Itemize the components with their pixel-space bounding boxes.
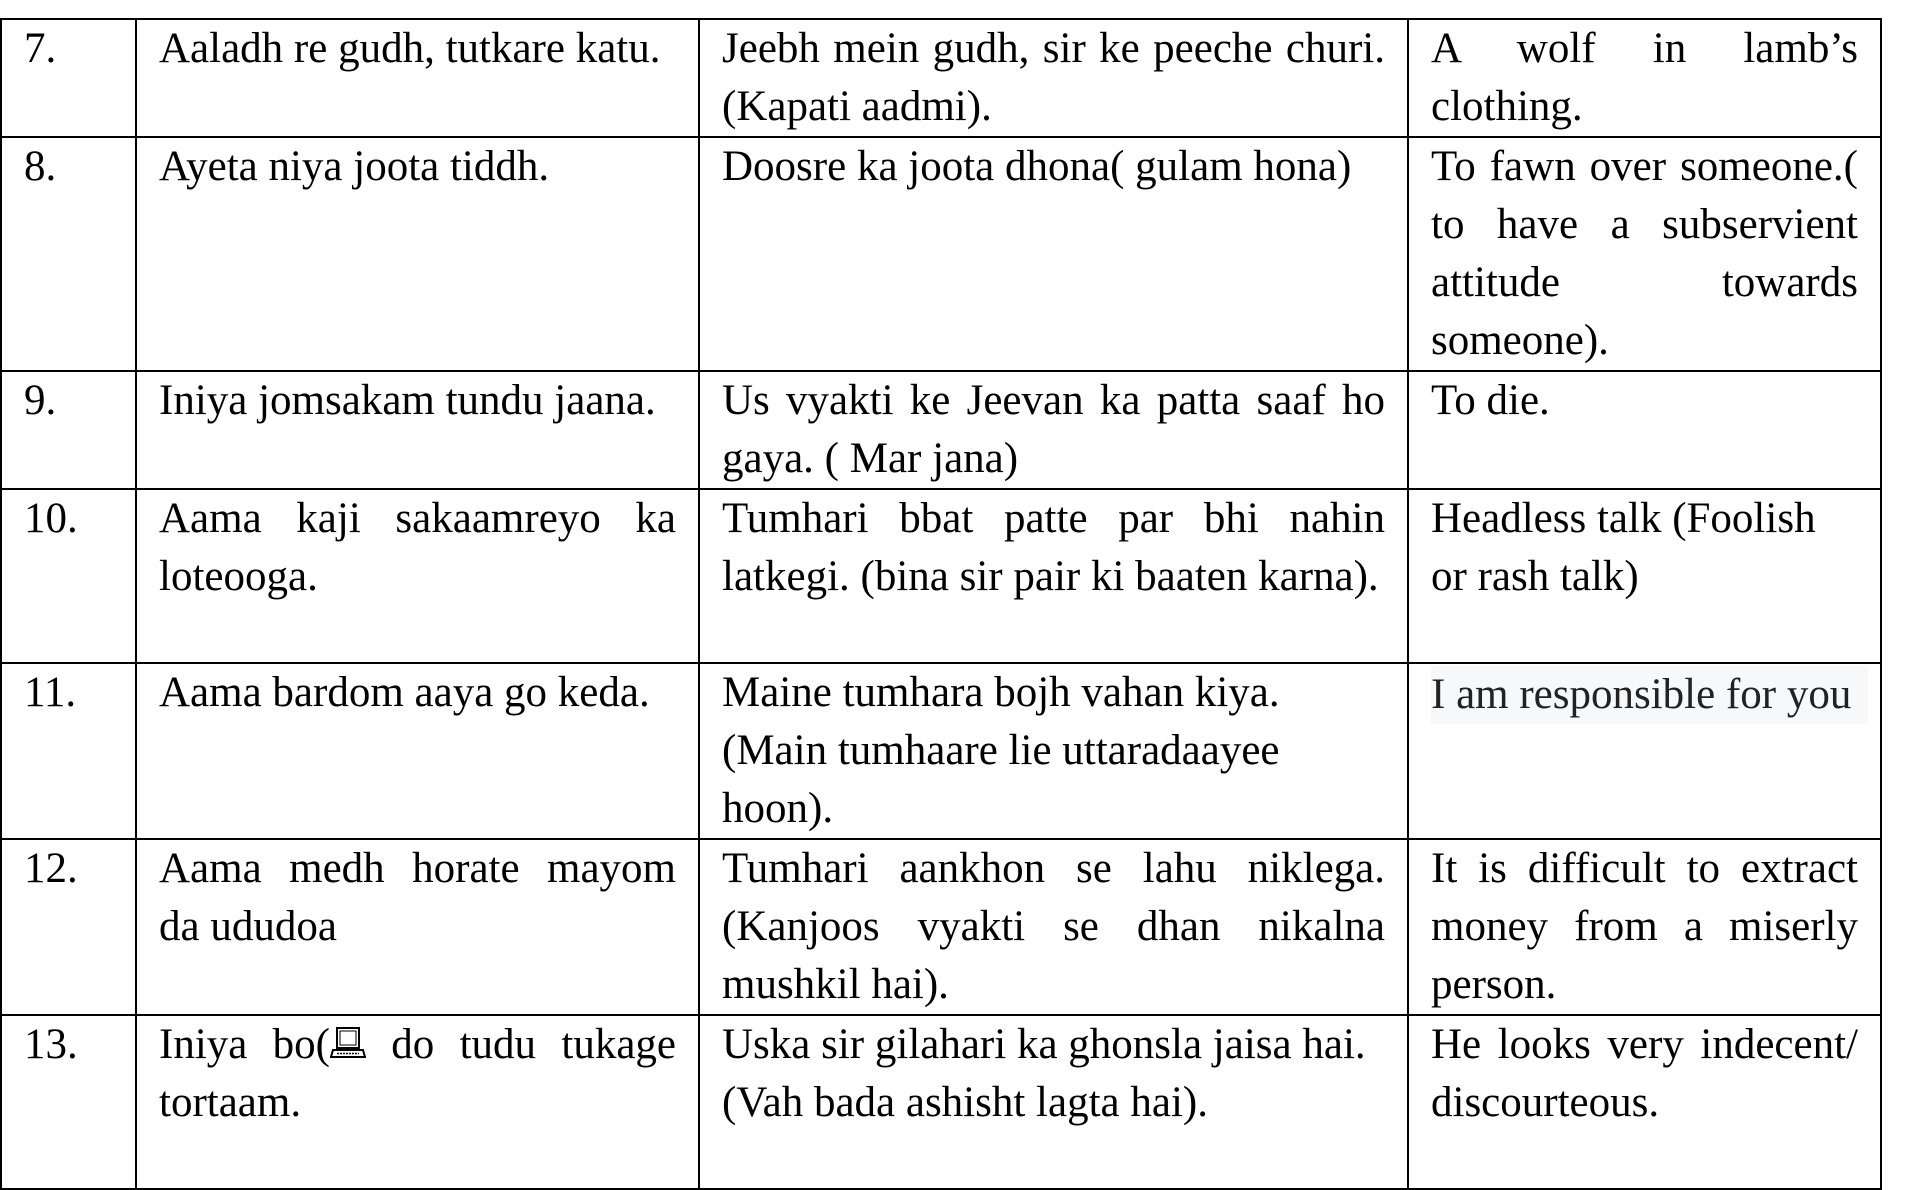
proverb-english: He looks very indecent/ discourteous. <box>1408 1015 1881 1189</box>
proverb-original: Iniya jomsakam tundu jaana. <box>136 371 699 489</box>
proverb-original <box>136 1015 699 1189</box>
table-row <box>1 371 1881 489</box>
proverb-english: It is difficult to extract money from a miserly person. <box>1408 839 1881 1015</box>
row-number: 10. <box>1 489 136 663</box>
proverb-english: To die. <box>1408 371 1881 489</box>
proverb-original: Aama kaji sakaamreyo ka loteooga. <box>136 489 699 663</box>
proverb-english <box>1408 663 1881 839</box>
laptop-icon <box>330 1026 366 1060</box>
table-row <box>1 839 1881 1015</box>
proverb-hindi: Doosre ka joota dhona( gulam hona) <box>699 137 1408 371</box>
row-number: 12. <box>1 839 136 1015</box>
proverb-hindi: Uska sir gilahari ka ghonsla jaisa hai.(Vah bada ashisht lagta hai). <box>699 1015 1408 1189</box>
proverb-original: Aama medh horate mayom da ududoa <box>136 839 699 1015</box>
table-row <box>1 1015 1881 1189</box>
row-number: 8. <box>1 137 136 371</box>
proverb-english: To fawn over someone.( to have a subservient attitude towards someone). <box>1408 137 1881 371</box>
proverb-hindi: Tumhari aankhon se lahu niklega. (Kanjoos vyakti se dhan nikalna mushkil hai). <box>699 839 1408 1015</box>
row-number: 13. <box>1 1015 136 1189</box>
proverb-hindi: Us vyakti ke Jeevan ka patta saaf ho gaya. ( Mar jana) <box>699 371 1408 489</box>
proverb-original: Aaladh re gudh, tutkare katu. <box>136 19 699 137</box>
proverb-hindi: Jeebh mein gudh, sir ke peeche churi.(Kapati aadmi). <box>699 19 1408 137</box>
row-number: 11. <box>1 663 136 839</box>
highlighted-text: I am responsible for you <box>1431 666 1868 724</box>
table-row <box>1 19 1881 137</box>
proverb-text-after: do tudu tukage tortaam. <box>159 1021 676 1126</box>
proverb-original: Aama bardom aaya go keda. <box>136 663 699 839</box>
table-row <box>1 489 1881 663</box>
proverbs-table <box>0 18 1882 1190</box>
row-number: 7. <box>1 19 136 137</box>
proverb-english: Headless talk (Foolish or rash talk) <box>1408 489 1881 663</box>
proverb-text-before: Iniya bo( <box>159 1021 330 1068</box>
table-row <box>1 663 1881 839</box>
proverb-original: Ayeta niya joota tiddh. <box>136 137 699 371</box>
proverb-english: A wolf in lamb’s clothing. <box>1408 19 1881 137</box>
row-number: 9. <box>1 371 136 489</box>
proverb-hindi: Maine tumhara bojh vahan kiya. (Main tumhaare lie uttaradaayee hoon). <box>699 663 1408 839</box>
proverb-hindi: Tumhari bbat patte par bhi nahin latkegi. (bina sir pair ki baaten karna). <box>699 489 1408 663</box>
table-row <box>1 137 1881 371</box>
